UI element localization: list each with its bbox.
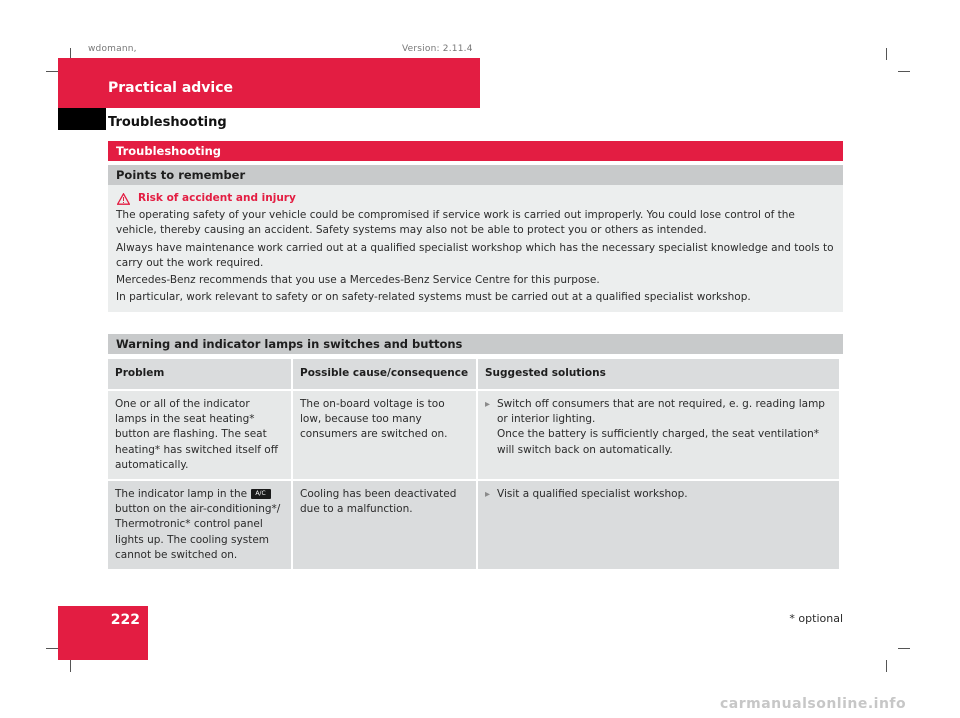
lamps-table: [106, 357, 841, 571]
optional-note: * optional: [789, 612, 843, 625]
page-number: 222: [110, 612, 140, 628]
subsection-marker: [58, 108, 106, 130]
table-row: [108, 391, 839, 479]
crop-mark: [46, 71, 58, 72]
problem-text-before: The indicator lamp in the: [115, 488, 248, 501]
solution-line: Switch off consumers that are not required, e. g. reading lamp or interior lighting.: [497, 398, 825, 426]
points-paragraph: The operating safety of your vehicle could be compromised if service work is carried out improperly. You could lose control of the vehicle, thereby causing an accident. Safety systems may also not be able to protect you or others as intended.: [116, 209, 795, 237]
solution-cell: [478, 481, 839, 569]
solution-cell: [478, 391, 839, 479]
crop-mark: [898, 71, 910, 72]
solution-text: Visit a qualified specialist workshop.: [497, 488, 688, 501]
crop-mark: [46, 648, 58, 649]
points-box: [108, 185, 843, 312]
warning-triangle-icon: [117, 193, 130, 205]
warning-line: [116, 191, 835, 206]
column-header: Problem: [108, 359, 291, 389]
points-paragraph: In particular, work relevant to safety or on safety-related systems must be carried out at a qualified specialist workshop.: [116, 291, 751, 304]
points-paragraph: Always have maintenance work carried out at a qualified specialist workshop which has the necessary specialist knowledge and tools to carry out the work required.: [116, 241, 834, 269]
cause-cell: The on-board voltage is too low, because too many consumers are switched on.: [293, 391, 476, 479]
watermark: carmanualsonline.info: [720, 696, 907, 712]
table-row: [108, 481, 839, 569]
cause-cell: Cooling has been deactivated due to a malfunction.: [293, 481, 476, 569]
solution-item: [485, 487, 832, 502]
column-header: Possible cause/consequence: [293, 359, 476, 389]
problem-cell: [108, 481, 291, 569]
section-title: Practical advice: [108, 80, 234, 96]
problem-cell: One or all of the indicator lamps in the seat heating* button are flashing. The seat heating* has switched itself off automatically.: [108, 391, 291, 479]
solution-text: [497, 397, 832, 458]
table-header-row: [108, 359, 839, 389]
crop-mark: [898, 648, 910, 649]
solution-item: [485, 397, 832, 458]
ac-button-icon: A/C: [251, 489, 271, 499]
page-subtitle: Troubleshooting: [108, 115, 227, 130]
points-heading: Points to remember: [108, 165, 843, 185]
column-header: Suggested solutions: [478, 359, 839, 389]
author-info: wdomann,: [88, 44, 137, 54]
version-info: Version: 2.11.4: [402, 44, 473, 54]
warning-title: Risk of accident and injury: [138, 192, 296, 204]
main-heading: Troubleshooting: [108, 141, 843, 161]
points-paragraph: Mercedes-Benz recommends that you use a Mercedes-Benz Service Centre for this purpose.: [116, 274, 600, 287]
solution-line: Once the battery is sufficiently charged, the seat ventilation* will switch back on automatically.: [497, 428, 820, 456]
problem-text-after: button on the air-conditioning*/ Thermotronic* control panel lights up. The cooling system cannot be switched on.: [115, 503, 281, 561]
crop-mark: [886, 660, 887, 672]
arrow-icon: ▸: [485, 489, 491, 501]
crop-mark: [70, 660, 71, 672]
lamps-heading: Warning and indicator lamps in switches and buttons: [108, 334, 843, 354]
arrow-icon: ▸: [485, 399, 491, 410]
crop-mark: [886, 48, 887, 60]
